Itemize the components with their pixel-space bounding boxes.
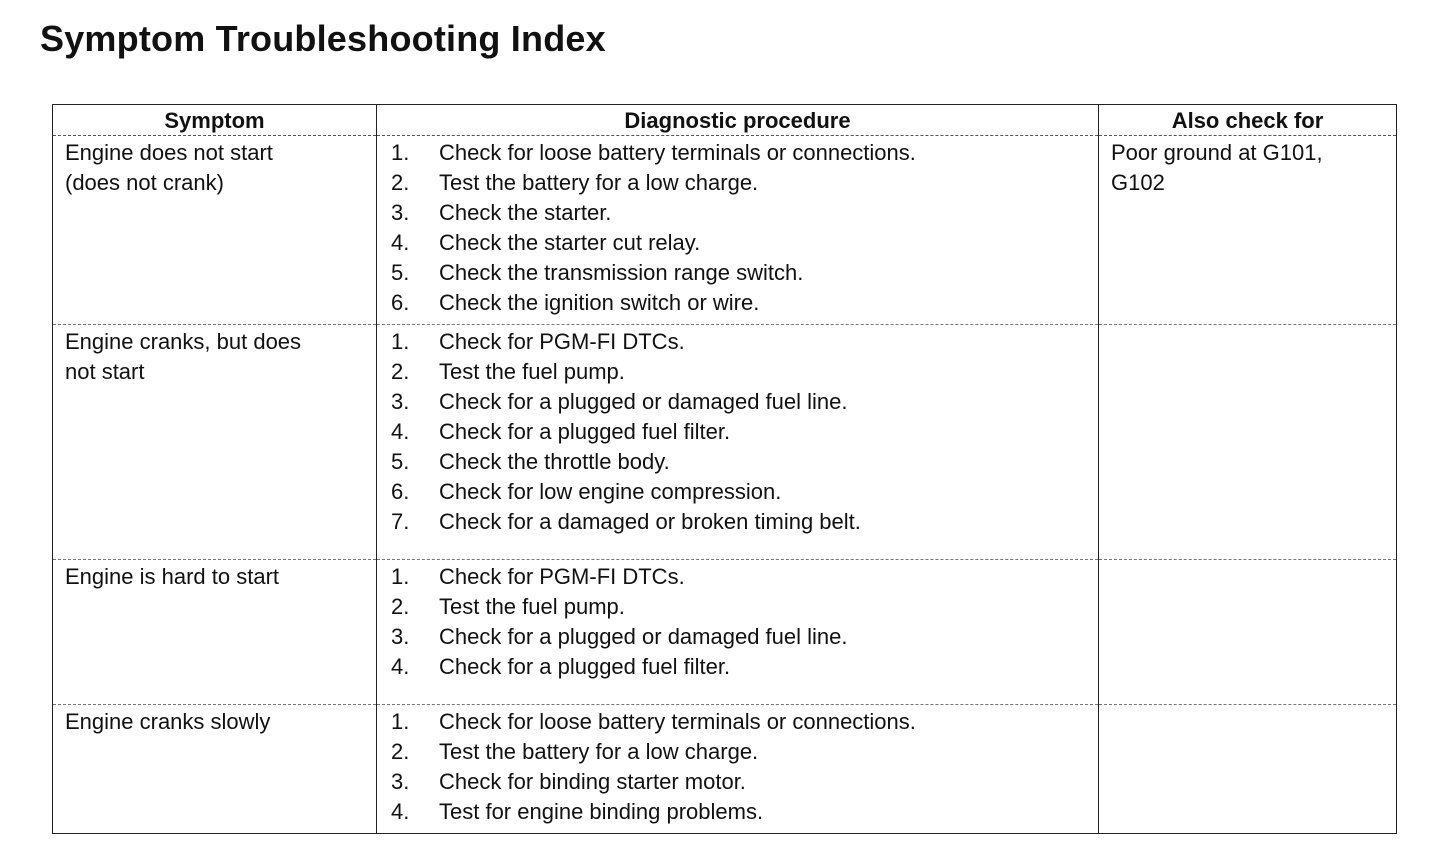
step-item [391, 767, 1090, 797]
step-number: 6. [391, 479, 410, 504]
step-text: Check the starter. [439, 200, 612, 225]
step-number: 4. [391, 419, 410, 444]
step-item [391, 168, 1090, 198]
step-text: Check for loose battery terminals or connections. [439, 140, 916, 165]
step-number: 1. [391, 140, 410, 165]
step-number: 3. [391, 769, 410, 794]
step-text: Test the battery for a low charge. [439, 739, 759, 764]
step-text: Check for a plugged fuel filter. [439, 654, 731, 679]
step-number: 1. [391, 709, 410, 734]
step-number: 6. [391, 290, 410, 315]
step-number: 7. [391, 509, 410, 534]
symptom-text: Engine cranks slowly [65, 709, 271, 734]
step-item [391, 707, 1090, 737]
step-item [391, 258, 1090, 288]
step-number: 4. [391, 230, 410, 255]
step-number: 2. [391, 170, 410, 195]
step-number: 2. [391, 359, 410, 384]
table-row [53, 136, 1397, 325]
symptom-cell [53, 705, 377, 834]
step-list [389, 562, 1090, 682]
step-number: 5. [391, 449, 410, 474]
step-text: Check for loose battery terminals or connections. [439, 709, 916, 734]
step-item [391, 507, 1090, 537]
step-text: Check for low engine compression. [439, 479, 782, 504]
also-check-text: Poor ground at G101, G102 [1111, 140, 1323, 195]
also-check-cell [1099, 705, 1397, 834]
step-text: Check for a damaged or broken timing belt. [439, 509, 861, 534]
symptom-cell [53, 136, 377, 325]
step-text: Test the fuel pump. [439, 594, 625, 619]
also-check-cell [1099, 136, 1397, 325]
symptom-cell [53, 325, 377, 560]
step-number: 1. [391, 564, 410, 589]
step-item [391, 562, 1090, 592]
step-text: Test the battery for a low charge. [439, 170, 759, 195]
table-body [53, 136, 1397, 834]
also-check-cell [1099, 325, 1397, 560]
symptom-text: Engine is hard to start [65, 564, 280, 589]
table-header [53, 105, 1397, 136]
step-number: 1. [391, 329, 410, 354]
step-item [391, 622, 1090, 652]
header-symptom: Symptom [53, 105, 377, 136]
diagnostic-cell [377, 325, 1099, 560]
symptom-text: Engine cranks, but does not start [65, 329, 302, 384]
symptom-text: Engine does not start (does not crank) [65, 140, 273, 195]
step-text: Check the transmission range switch. [439, 260, 804, 285]
step-item [391, 652, 1090, 682]
step-item [391, 357, 1090, 387]
step-item [391, 138, 1090, 168]
step-text: Check the throttle body. [439, 449, 670, 474]
step-text: Check for a plugged or damaged fuel line. [439, 389, 848, 414]
step-item [391, 228, 1090, 258]
symptom-index-table [52, 104, 1397, 834]
step-text: Check for a plugged or damaged fuel line. [439, 624, 848, 649]
diagnostic-cell [377, 136, 1099, 325]
header-row [53, 105, 1397, 136]
step-item [391, 592, 1090, 622]
step-item [391, 737, 1090, 767]
step-item [391, 477, 1090, 507]
page-title: Symptom Troubleshooting Index [40, 18, 606, 59]
symptom-cell [53, 560, 377, 705]
header-diagnostic-procedure: Diagnostic procedure [377, 105, 1099, 136]
step-item [391, 387, 1090, 417]
step-number: 3. [391, 389, 410, 414]
diagnostic-cell [377, 705, 1099, 834]
step-text: Check for PGM-FI DTCs. [439, 564, 685, 589]
step-list [389, 707, 1090, 827]
step-item [391, 198, 1090, 228]
step-list [389, 138, 1090, 318]
table-row [53, 705, 1397, 834]
step-number: 2. [391, 594, 410, 619]
diagnostic-cell [377, 560, 1099, 705]
step-text: Check the starter cut relay. [439, 230, 701, 255]
header-also-check-for: Also check for [1099, 105, 1397, 136]
step-item [391, 417, 1090, 447]
step-text: Check for a plugged fuel filter. [439, 419, 731, 444]
step-number: 3. [391, 200, 410, 225]
step-text: Test the fuel pump. [439, 359, 625, 384]
step-text: Test for engine binding problems. [439, 799, 764, 824]
step-number: 4. [391, 799, 410, 824]
step-item [391, 288, 1090, 318]
step-item [391, 797, 1090, 827]
step-number: 5. [391, 260, 410, 285]
also-check-cell [1099, 560, 1397, 705]
step-number: 2. [391, 739, 410, 764]
step-item [391, 447, 1090, 477]
table-row [53, 560, 1397, 705]
step-number: 3. [391, 624, 410, 649]
step-text: Check for PGM-FI DTCs. [439, 329, 685, 354]
step-number: 4. [391, 654, 410, 679]
step-item [391, 327, 1090, 357]
step-text: Check for binding starter motor. [439, 769, 746, 794]
step-text: Check the ignition switch or wire. [439, 290, 760, 315]
table-row [53, 325, 1397, 560]
step-list [389, 327, 1090, 537]
